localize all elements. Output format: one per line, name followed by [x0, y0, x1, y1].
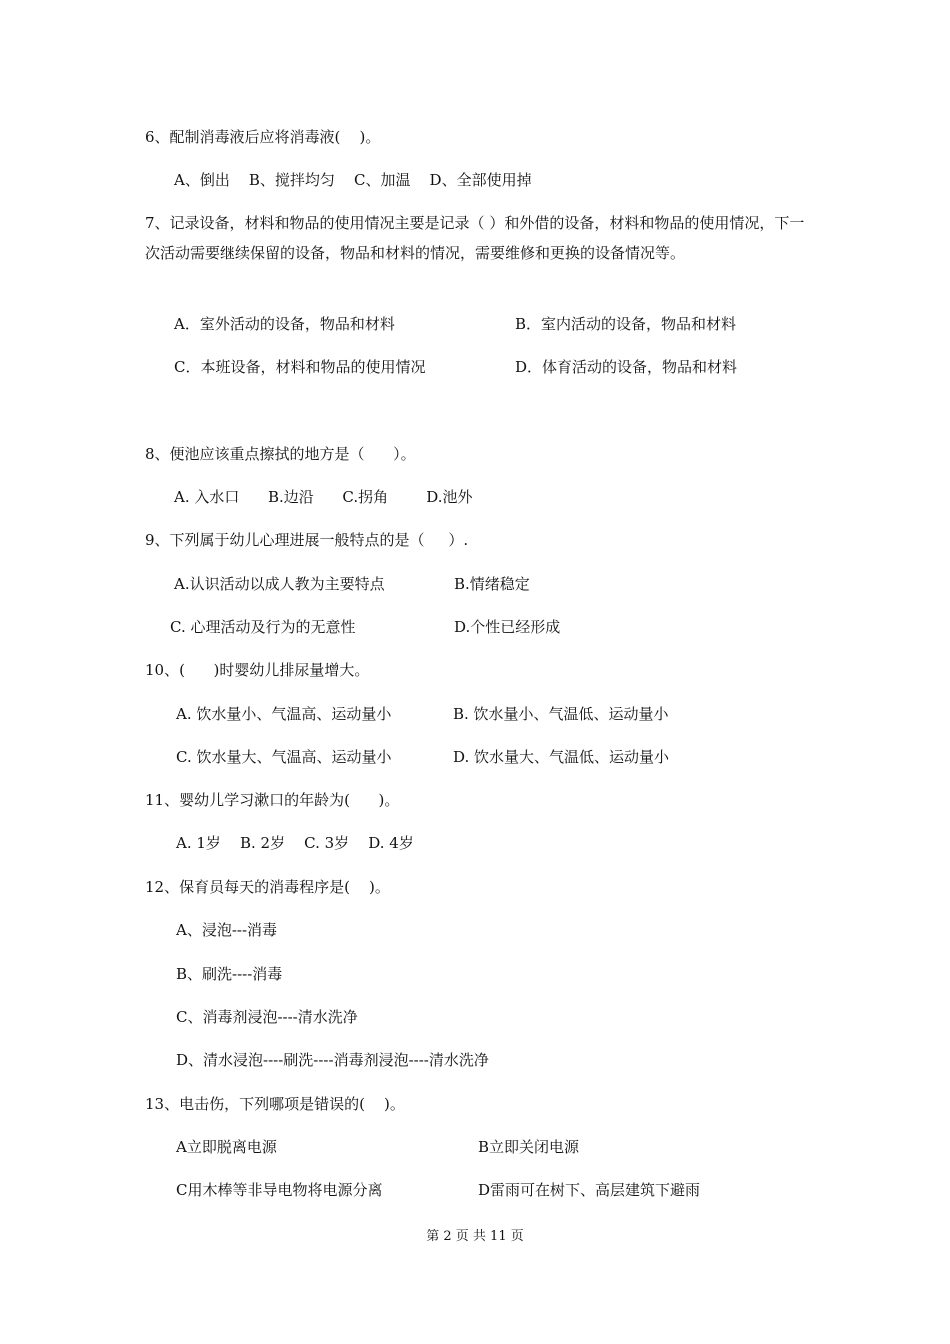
question-8-stem: 8、便池应该重点擦拭的地方是（ ）。: [145, 445, 416, 463]
question-6-stem: 6、配制消毒液后应将消毒液( )。: [145, 128, 381, 146]
question-12-option-a: A、浸泡---消毒: [176, 921, 278, 939]
question-7-stem: 7、记录设备，材料和物品的使用情况主要是记录（ ）和外借的设备，材料和物品的使用情况，下一次活动需要继续保留的设备，物品和材料的情况，需要维修和更换的设备情况等。: [145, 214, 805, 262]
question-10-stem: 10、( )时婴幼儿排尿量增大。: [145, 661, 370, 679]
question-7-option-b: B．室内活动的设备，物品和材料: [515, 315, 737, 333]
question-12-option-b: B、刷洗----消毒: [176, 965, 283, 983]
question-13-option-b: B立即关闭电源: [478, 1138, 580, 1156]
question-13-option-a: A立即脱离电源: [176, 1138, 277, 1156]
question-9-stem: 9、下列属于幼儿心理进展一般特点的是（ ）.: [145, 531, 469, 549]
question-6-options: A、倒出 B、搅拌均匀 C、加温 D、全部使用掉: [174, 171, 532, 189]
question-12-option-d: D、清水浸泡----刷洗----消毒剂浸泡----清水洗净: [176, 1051, 489, 1069]
question-9-option-b: B.情绪稳定: [454, 575, 530, 593]
question-13-option-d: D雷雨可在树下、高层建筑下避雨: [478, 1181, 701, 1199]
question-13-option-c: C用木棒等非导电物将电源分离: [176, 1181, 383, 1199]
question-10-option-d: D. 饮水量大、气温低、运动量小: [453, 748, 670, 766]
question-9-option-c: C. 心理活动及行为的无意性: [170, 618, 356, 636]
question-13-stem: 13、电击伤，下列哪项是错误的( )。: [145, 1095, 405, 1113]
question-9-option-a: A.认识活动以成人教为主要特点: [174, 575, 385, 593]
question-12-stem: 12、保育员每天的消毒程序是( )。: [145, 878, 390, 896]
question-8-options: A. 入水口 B.边沿 C.拐角 D.池外: [174, 488, 473, 506]
question-11-stem: 11、婴幼儿学习漱口的年龄为( )。: [145, 791, 400, 809]
question-9-option-d: D.个性已经形成: [454, 618, 561, 636]
question-7-option-c: C．本班设备，材料和物品的使用情况: [174, 358, 426, 376]
question-12-option-c: C、消毒剂浸泡----清水洗净: [176, 1008, 358, 1026]
question-10-option-b: B. 饮水量小、气温低、运动量小: [453, 705, 669, 723]
question-10-option-a: A. 饮水量小、气温高、运动量小: [176, 705, 392, 723]
page-number-footer: 第 2 页 共 11 页: [426, 1229, 524, 1244]
question-7-option-a: A．室外活动的设备，物品和材料: [174, 315, 395, 333]
question-11-options: A. 1岁 B. 2岁 C. 3岁 D. 4岁: [176, 834, 414, 852]
question-10-option-c: C. 饮水量大、气温高、运动量小: [176, 748, 392, 766]
question-7-option-d: D．体育活动的设备，物品和材料: [515, 358, 738, 376]
